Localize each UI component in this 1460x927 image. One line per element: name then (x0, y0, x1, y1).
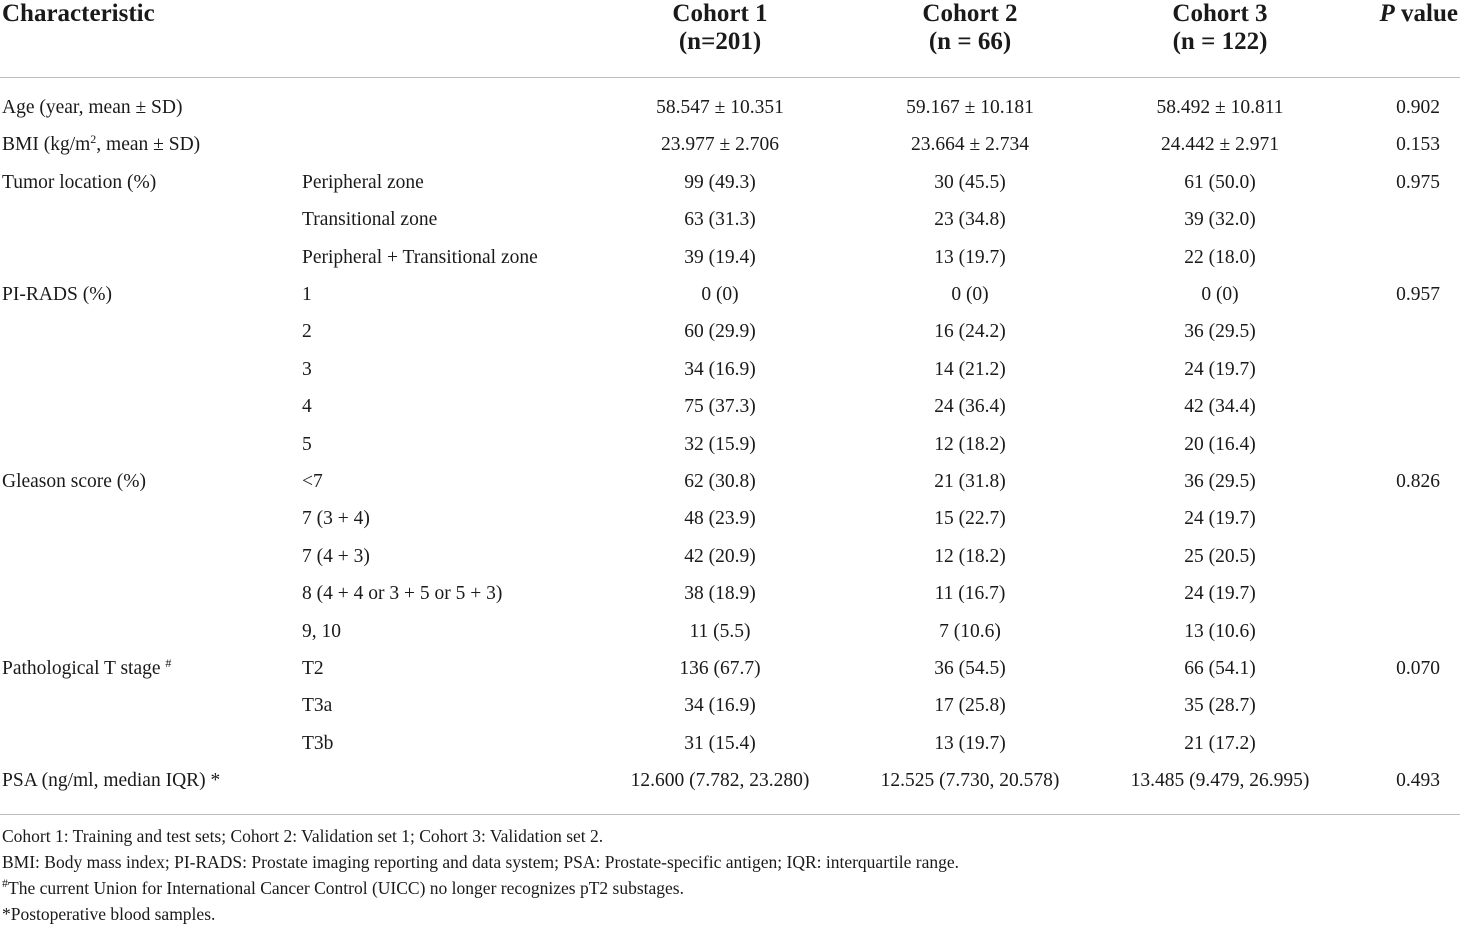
cohort-2-cell: 15 (22.7) (934, 508, 1006, 530)
cohort-3-cell: 24 (19.7) (1184, 358, 1256, 380)
header-cohort-3 (1120, 0, 1320, 56)
footnote-abbreviations: BMI: Body mass index; PI-RADS: Prostate imaging reporting and data system; PSA: Prostate-specific antigen; IQR: interquartile range. (2, 852, 959, 872)
bmi-superscript: 2 (90, 132, 97, 147)
header-cohort-1-title: Cohort 1 (672, 0, 768, 27)
cohort-3-cell: 0 (0) (1201, 284, 1239, 305)
cohort-1-cell: 136 (67.7) (679, 658, 761, 679)
bmi-label: BMI (kg/m (2, 134, 91, 156)
characteristic-cell (2, 126, 200, 163)
table-row (0, 126, 1460, 163)
cohort-1-cell: 23.977 ± 2.706 (661, 134, 779, 156)
subgroup-cell: 1 (302, 284, 312, 305)
cohort-2-cell: 14 (21.2) (934, 358, 1006, 380)
table-row (0, 613, 1460, 650)
bmi-label-suffix: , mean ± SD) (96, 134, 201, 156)
cohort-1-cell: 42 (20.9) (684, 545, 756, 567)
subgroup-cell: Peripheral zone (302, 171, 424, 193)
subgroup-cell: T3a (302, 695, 333, 717)
cohort-3-cell: 24 (19.7) (1184, 508, 1256, 530)
table-row (0, 276, 1460, 313)
subgroup-cell: T3b (302, 732, 334, 754)
header-characteristic: Characteristic (2, 0, 155, 27)
cohort-3-cell: 42 (34.4) (1184, 396, 1256, 418)
cohort-2-cell: 23 (34.8) (934, 209, 1006, 231)
cohort-2-cell: 11 (16.7) (934, 583, 1006, 605)
cohort-1-cell: 58.547 ± 10.351 (656, 97, 784, 118)
table-row (0, 89, 1460, 126)
cohort-2-cell: 36 (54.5) (934, 658, 1006, 679)
cohort-1-cell: 48 (23.9) (684, 508, 756, 530)
p-value-cell: 0.493 (1396, 770, 1440, 792)
cohort-1-cell: 99 (49.3) (684, 171, 756, 193)
table-row (0, 426, 1460, 463)
cohort-2-cell: 13 (19.7) (934, 246, 1006, 268)
cohort-3-cell: 36 (29.5) (1184, 471, 1256, 492)
table-row (0, 538, 1460, 575)
cohort-1-cell: 12.600 (7.782, 23.280) (630, 770, 810, 792)
table-row (0, 313, 1460, 350)
cohort-1-cell: 31 (15.4) (684, 732, 756, 754)
header-cohort-1 (620, 0, 820, 56)
header-cohort-3-title: Cohort 3 (1172, 0, 1268, 27)
subgroup-cell: 7 (4 + 3) (302, 545, 370, 567)
cohort-2-cell: 13 (19.7) (934, 732, 1006, 754)
cohort-1-cell: 34 (16.9) (684, 695, 756, 717)
footer-divider (0, 814, 1460, 815)
cohort-1-cell: 39 (19.4) (684, 246, 756, 268)
table-row (0, 500, 1460, 537)
subgroup-cell: T2 (302, 658, 324, 679)
subgroup-cell: <7 (302, 471, 323, 492)
cohort-2-cell: 16 (24.2) (934, 321, 1006, 343)
subgroup-cell: 5 (302, 433, 312, 455)
cohort-1-cell: 60 (29.9) (684, 321, 756, 343)
header-p-letter: P (1379, 0, 1395, 27)
cohort-2-cell: 0 (0) (951, 284, 989, 305)
header-cohort-2-title: Cohort 2 (922, 0, 1018, 27)
subgroup-cell: Peripheral + Transitional zone (302, 246, 538, 268)
cohort-1-cell: 11 (5.5) (689, 620, 751, 642)
cohort-2-cell: 17 (25.8) (934, 695, 1006, 717)
table-row (0, 725, 1460, 762)
cohort-3-cell: 58.492 ± 10.811 (1156, 97, 1284, 118)
header-cohort-2-n: (n = 66) (928, 28, 1012, 55)
table-row (0, 201, 1460, 238)
header-cohort-2 (870, 0, 1070, 56)
table-row (0, 762, 1460, 799)
cohort-3-cell: 21 (17.2) (1184, 732, 1256, 754)
cohort-1-cell: 32 (15.9) (684, 433, 756, 455)
footnote-cohorts: Cohort 1: Training and test sets; Cohort 2: Validation set 1; Cohort 3: Validation set 2. (2, 826, 604, 846)
table-header (0, 0, 1460, 78)
p-value-cell: 0.070 (1396, 658, 1440, 679)
p-value-cell: 0.975 (1396, 171, 1440, 193)
table-row (0, 388, 1460, 425)
t-stage-label: Pathological T stage (2, 658, 166, 679)
cohort-3-cell: 36 (29.5) (1184, 321, 1256, 343)
header-p-word: value (1394, 0, 1458, 27)
header-cohort-1-n: (n=201) (678, 28, 762, 55)
table-row (0, 239, 1460, 276)
table-row (0, 650, 1460, 687)
p-value-cell: 0.957 (1396, 284, 1440, 305)
cohort-1-cell: 62 (30.8) (684, 471, 756, 492)
cohort-3-cell: 20 (16.4) (1184, 433, 1256, 455)
cohort-2-cell: 12 (18.2) (934, 433, 1006, 455)
characteristic-cell: Age (year, mean ± SD) (2, 97, 183, 118)
table-row (0, 351, 1460, 388)
header-cohort-3-n: (n = 122) (1172, 28, 1268, 55)
table-footnotes (2, 823, 959, 927)
table-row (0, 687, 1460, 724)
cohort-2-cell: 24 (36.4) (934, 396, 1006, 418)
cohort-2-cell: 12 (18.2) (934, 545, 1006, 567)
footnote-uicc-text: The current Union for International Cancer Control (UICC) no longer recognizes pT2 substages. (8, 878, 684, 898)
cohort-3-cell: 13.485 (9.479, 26.995) (1130, 770, 1310, 792)
header-divider (0, 77, 1460, 78)
subgroup-cell: Transitional zone (302, 209, 438, 231)
cohort-1-cell: 0 (0) (701, 284, 739, 305)
table-row (0, 164, 1460, 201)
table-row (0, 575, 1460, 612)
subgroup-cell: 2 (302, 321, 312, 343)
subgroup-cell: 4 (302, 396, 312, 418)
cohort-1-cell: 75 (37.3) (684, 396, 756, 418)
cohort-3-cell: 35 (28.7) (1184, 695, 1256, 717)
characteristic-cell (2, 650, 171, 687)
subgroup-cell: 7 (3 + 4) (302, 508, 370, 530)
t-stage-hash-mark: # (165, 656, 172, 670)
cohort-3-cell: 24.442 ± 2.971 (1161, 134, 1279, 156)
cohort-3-cell: 66 (54.1) (1184, 658, 1256, 679)
subgroup-cell: 3 (302, 358, 312, 380)
cohort-3-cell: 39 (32.0) (1184, 209, 1256, 231)
p-value-cell: 0.902 (1396, 97, 1440, 118)
characteristic-cell: Tumor location (%) (2, 171, 157, 193)
header-p-value (1360, 0, 1460, 28)
footnote-hash-mark: # (2, 876, 8, 890)
cohort-2-cell: 30 (45.5) (934, 171, 1006, 193)
cohort-3-cell: 61 (50.0) (1184, 171, 1256, 193)
characteristic-cell: PI-RADS (%) (2, 284, 112, 305)
cohort-3-cell: 13 (10.6) (1184, 620, 1256, 642)
cohort-3-cell: 24 (19.7) (1184, 583, 1256, 605)
cohort-3-cell: 25 (20.5) (1184, 545, 1256, 567)
cohort-1-cell: 34 (16.9) (684, 358, 756, 380)
cohort-1-cell: 63 (31.3) (684, 209, 756, 231)
p-value-cell: 0.153 (1396, 134, 1440, 156)
table-row (0, 463, 1460, 500)
characteristic-cell: Gleason score (%) (2, 471, 147, 492)
cohort-2-cell: 7 (10.6) (939, 620, 1001, 642)
footnote-postoperative: *Postoperative blood samples. (2, 904, 216, 924)
characteristic-cell: PSA (ng/ml, median IQR) * (2, 770, 221, 792)
p-value-cell: 0.826 (1396, 471, 1440, 492)
footnote-uicc (2, 875, 959, 901)
cohort-1-cell: 38 (18.9) (684, 583, 756, 605)
subgroup-cell: 8 (4 + 4 or 3 + 5 or 5 + 3) (302, 583, 503, 605)
cohort-2-cell: 12.525 (7.730, 20.578) (880, 770, 1060, 792)
cohort-2-cell: 21 (31.8) (934, 471, 1006, 492)
cohort-2-cell: 23.664 ± 2.734 (911, 134, 1029, 156)
cohort-3-cell: 22 (18.0) (1184, 246, 1256, 268)
subgroup-cell: 9, 10 (302, 620, 341, 642)
cohort-2-cell: 59.167 ± 10.181 (906, 97, 1034, 118)
